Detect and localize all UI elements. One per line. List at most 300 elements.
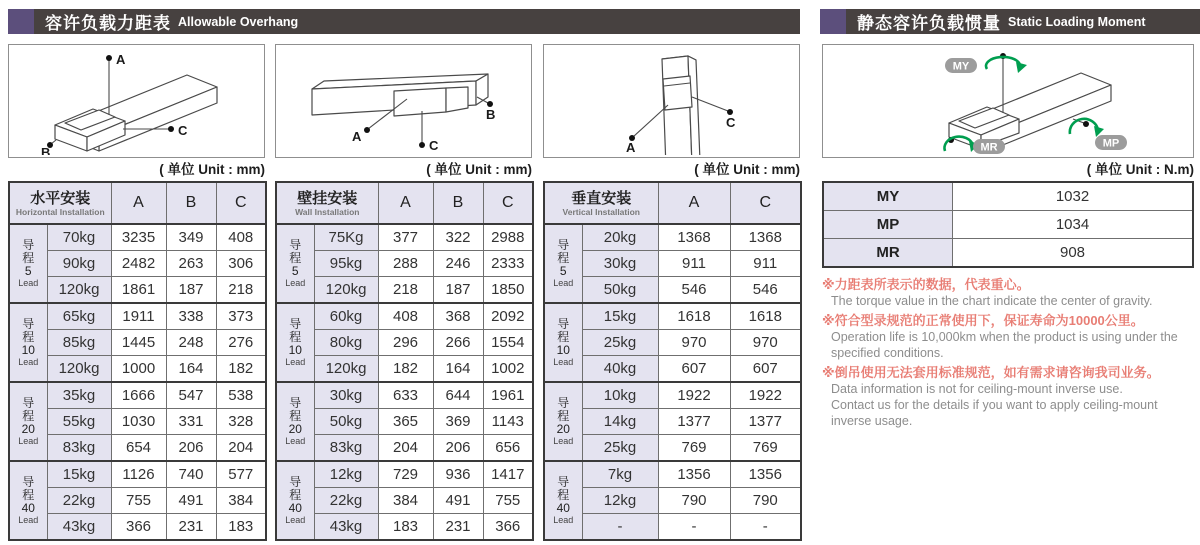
table-title-zh: 垂直安装: [571, 189, 632, 207]
table-row: [9, 409, 266, 435]
value-cell: 491: [166, 488, 216, 514]
value-cell: 1861: [111, 277, 166, 304]
wall-installation-column: [275, 44, 532, 541]
weight-cell: 83kg: [47, 435, 111, 462]
weight-cell: 120kg: [314, 356, 378, 383]
value-cell: 911: [730, 251, 801, 277]
note-en: The torque value in the chart indicate the center of gravity.: [831, 294, 1153, 308]
note-en: Contact us for the details if you want to apply ceiling-mount inverse usage.: [831, 398, 1158, 428]
value-cell: 1618: [730, 303, 801, 330]
lead-group-cell: [544, 461, 582, 540]
wall-installation-table: [275, 181, 532, 541]
lead-char: 导: [289, 475, 302, 489]
column-header: A: [378, 182, 433, 224]
value-cell: 538: [216, 382, 266, 409]
value-cell: -: [730, 514, 801, 541]
value-cell: 322: [433, 224, 483, 251]
lead-number: 5: [24, 264, 32, 278]
point-c-dot: [419, 142, 425, 148]
lead-en-label: Lead: [285, 515, 306, 525]
rail-isometric-drawing: [544, 45, 799, 155]
value-cell: 183: [216, 514, 266, 541]
table-row: [9, 224, 266, 251]
point-a-label: A: [116, 52, 126, 67]
value-cell: 1030: [111, 409, 166, 435]
lead-number: 10: [556, 343, 570, 357]
column-header: C: [730, 182, 801, 224]
lead-group-cell: [9, 382, 47, 461]
value-cell: 218: [216, 277, 266, 304]
value-cell: 218: [378, 277, 433, 304]
my-arrowhead-icon: [1016, 62, 1027, 73]
spec-table: [275, 181, 534, 541]
mp-rotation-arrow: [1070, 119, 1098, 134]
weight-cell: 120kg: [47, 356, 111, 383]
value-cell: 204: [378, 435, 433, 462]
lead-char: 程: [22, 251, 35, 265]
lead-char: 导: [289, 317, 302, 331]
lead-char: 导: [22, 396, 35, 410]
value-cell: -: [658, 514, 730, 541]
value-cell: 936: [433, 461, 483, 488]
weight-cell: 70kg: [47, 224, 111, 251]
lead-group-cell: [544, 382, 582, 461]
lead-char: 程: [289, 409, 302, 423]
value-cell: 384: [378, 488, 433, 514]
weight-cell: 50kg: [314, 409, 378, 435]
table-row: [823, 239, 1193, 268]
value-cell: 1666: [111, 382, 166, 409]
value-cell: 633: [378, 382, 433, 409]
table-header-row: [276, 182, 533, 224]
lead-char: 导: [289, 396, 302, 410]
value-cell: 365: [378, 409, 433, 435]
point-a-label: A: [352, 129, 362, 144]
table-row: [9, 514, 266, 541]
unit-caption-mm: ( 单位 Unit : mm): [694, 162, 800, 177]
lead-number: 40: [21, 501, 35, 515]
weight-cell: 15kg: [582, 303, 658, 330]
value-cell: 377: [378, 224, 433, 251]
column-header: B: [166, 182, 216, 224]
carriage-side-block: [446, 87, 468, 112]
lead-group-cell: [9, 224, 47, 303]
lead-char: 程: [289, 330, 302, 344]
value-cell: 1850: [483, 277, 533, 304]
unit-caption-mm: ( 单位 Unit : mm): [426, 162, 532, 177]
value-cell: 729: [378, 461, 433, 488]
table-row: [9, 356, 266, 383]
lead-char: 程: [557, 409, 570, 423]
column-header: C: [483, 182, 533, 224]
lead-char: 程: [557, 251, 570, 265]
lead-number: 10: [288, 343, 302, 357]
spec-table: [8, 181, 267, 541]
weight-cell: 25kg: [582, 330, 658, 356]
value-cell: 1445: [111, 330, 166, 356]
value-cell: 328: [216, 409, 266, 435]
table-row: [276, 303, 533, 330]
lead-en-label: Lead: [18, 278, 39, 288]
lead-char: 程: [22, 488, 35, 502]
my-badge-label: MY: [952, 60, 970, 73]
table-row: [276, 514, 533, 541]
value-cell: 644: [433, 382, 483, 409]
value-cell: 755: [483, 488, 533, 514]
weight-cell: 12kg: [582, 488, 658, 514]
rail-isometric-drawing: [276, 45, 531, 155]
lead-char: 导: [22, 317, 35, 331]
table-row: [276, 461, 533, 488]
weight-cell: 7kg: [582, 461, 658, 488]
value-cell: 164: [166, 356, 216, 383]
value-cell: 607: [658, 356, 730, 383]
value-cell: 491: [433, 488, 483, 514]
table-row: [544, 356, 801, 383]
column-header: C: [216, 182, 266, 224]
table-row: [9, 251, 266, 277]
value-cell: 276: [216, 330, 266, 356]
moment-axes-diagram: [822, 44, 1194, 158]
table-title-en: Horizontal Installation: [15, 206, 105, 217]
rail-isometric-drawing: [9, 45, 264, 155]
weight-cell: 22kg: [47, 488, 111, 514]
value-cell: 970: [658, 330, 730, 356]
moment-value-mp: 1034: [953, 211, 1194, 239]
value-cell: 408: [216, 224, 266, 251]
weight-cell: -: [582, 514, 658, 541]
table-title-en: Wall Installation: [295, 206, 360, 217]
value-cell: 1618: [658, 303, 730, 330]
weight-cell: 43kg: [47, 514, 111, 541]
accent-square: [8, 9, 34, 34]
table-row: [544, 435, 801, 462]
section-title-en: Static Loading Moment: [1008, 14, 1146, 29]
table-row: [9, 330, 266, 356]
value-cell: 769: [658, 435, 730, 462]
point-b-label: B: [41, 145, 51, 155]
table-row: [276, 224, 533, 251]
point-b-label: B: [486, 107, 496, 122]
lead-char: 程: [289, 251, 302, 265]
value-cell: 1368: [730, 224, 801, 251]
unit-caption-mm: ( 单位 Unit : mm): [159, 162, 265, 177]
lead-char: 程: [22, 330, 35, 344]
lead-group-cell: [9, 461, 47, 540]
mp-axis-dot: [1083, 121, 1089, 127]
lead-char: 程: [557, 488, 570, 502]
table-row: [276, 330, 533, 356]
table-row: [544, 514, 801, 541]
value-cell: 366: [483, 514, 533, 541]
lead-number: 20: [288, 422, 302, 436]
table-row: [544, 488, 801, 514]
horizontal-installation-column: [8, 44, 265, 541]
table-row: [9, 488, 266, 514]
table-row: [823, 211, 1193, 239]
lead-number: 20: [556, 422, 570, 436]
table-title: [9, 182, 111, 224]
lead-char: 导: [289, 238, 302, 252]
horizontal-installation-table: [8, 181, 265, 541]
value-cell: 546: [658, 277, 730, 304]
table-row: [544, 224, 801, 251]
weight-cell: 40kg: [582, 356, 658, 383]
moment-label-my: MY: [823, 182, 953, 211]
table-row: [276, 382, 533, 409]
lead-group-cell: [9, 303, 47, 382]
lead-group-cell: [276, 224, 314, 303]
value-cell: 331: [166, 409, 216, 435]
value-cell: 654: [111, 435, 166, 462]
table-row: [544, 409, 801, 435]
value-cell: 546: [730, 277, 801, 304]
note-zh: ※倒吊使用无法套用标准规范，如有需求请咨询我司业务。: [822, 365, 1160, 380]
spec-table: [543, 181, 802, 541]
point-c-label: C: [429, 138, 439, 153]
weight-cell: 50kg: [582, 277, 658, 304]
weight-cell: 85kg: [47, 330, 111, 356]
weight-cell: 90kg: [47, 251, 111, 277]
lead-en-label: Lead: [553, 436, 574, 446]
table-title: [544, 182, 658, 224]
weight-cell: 83kg: [314, 435, 378, 462]
value-cell: 656: [483, 435, 533, 462]
value-cell: 1002: [483, 356, 533, 383]
lead-number: 40: [288, 501, 302, 515]
weight-cell: 60kg: [314, 303, 378, 330]
value-cell: 338: [166, 303, 216, 330]
section-title-en: Allowable Overhang: [178, 14, 299, 29]
lead-en-label: Lead: [553, 515, 574, 525]
lead-en-label: Lead: [18, 436, 39, 446]
value-cell: 306: [216, 251, 266, 277]
value-cell: 206: [166, 435, 216, 462]
table-row: [9, 303, 266, 330]
lead-en-label: Lead: [553, 278, 574, 288]
column-header: A: [111, 182, 166, 224]
lead-en-label: Lead: [285, 278, 306, 288]
column-header: B: [433, 182, 483, 224]
weight-cell: 95kg: [314, 251, 378, 277]
lead-char: 导: [557, 317, 570, 331]
note-en: Operation life is 10,000km when the product is using under the specified conditions.: [831, 330, 1178, 360]
value-cell: 246: [433, 251, 483, 277]
value-cell: 369: [433, 409, 483, 435]
value-cell: 2988: [483, 224, 533, 251]
weight-cell: 75Kg: [314, 224, 378, 251]
value-cell: 1000: [111, 356, 166, 383]
vertical-installation-column: [543, 44, 800, 541]
rail-moment-drawing: [823, 45, 1193, 155]
lead-group-cell: [276, 382, 314, 461]
weight-cell: 20kg: [582, 224, 658, 251]
lead-group-cell: [544, 224, 582, 303]
lead-en-label: Lead: [285, 436, 306, 446]
point-a-label: A: [626, 140, 636, 155]
table-row: [276, 277, 533, 304]
value-cell: 3235: [111, 224, 166, 251]
table-row: [544, 277, 801, 304]
value-cell: 182: [216, 356, 266, 383]
lead-char: 导: [557, 396, 570, 410]
value-cell: 1911: [111, 303, 166, 330]
weight-cell: 22kg: [314, 488, 378, 514]
value-cell: 1356: [658, 461, 730, 488]
value-cell: 1961: [483, 382, 533, 409]
table-row: [276, 435, 533, 462]
weight-cell: 43kg: [314, 514, 378, 541]
value-cell: 384: [216, 488, 266, 514]
value-cell: 1126: [111, 461, 166, 488]
static-loading-moment-column: [822, 44, 1194, 429]
moment-label-mr: MR: [823, 239, 953, 268]
lead-char: 导: [22, 475, 35, 489]
value-cell: 296: [378, 330, 433, 356]
weight-cell: 12kg: [314, 461, 378, 488]
weight-cell: 55kg: [47, 409, 111, 435]
table-row: [276, 356, 533, 383]
value-cell: 1922: [730, 382, 801, 409]
footnotes: [822, 276, 1194, 429]
weight-cell: 120kg: [314, 277, 378, 304]
table-title-zh: 水平安装: [30, 189, 91, 207]
static-loading-moment-table: [822, 181, 1194, 268]
value-cell: 740: [166, 461, 216, 488]
horizontal-installation-diagram: [8, 44, 265, 158]
point-c-label: C: [726, 115, 736, 130]
table-title-en: Vertical Installation: [562, 206, 640, 217]
lead-char: 导: [557, 238, 570, 252]
note-en: Data information is not for ceiling-mount inverse use.: [831, 382, 1123, 396]
lead-group-cell: [276, 461, 314, 540]
table-header-row: [544, 182, 801, 224]
table-title-zh: 壁挂安装: [297, 189, 358, 207]
section-title-zh: 容许负载力距表: [45, 14, 171, 33]
table-row: [9, 277, 266, 304]
value-cell: 1368: [658, 224, 730, 251]
lead-number: 10: [21, 343, 35, 357]
weight-cell: 15kg: [47, 461, 111, 488]
value-cell: 577: [216, 461, 266, 488]
value-cell: 408: [378, 303, 433, 330]
value-cell: 187: [166, 277, 216, 304]
weight-cell: 80kg: [314, 330, 378, 356]
note-zh: ※符合型录规范的正常使用下，保证寿命为10000公里。: [822, 313, 1144, 328]
table-row: [544, 382, 801, 409]
value-cell: 607: [730, 356, 801, 383]
lead-char: 程: [557, 330, 570, 344]
weight-cell: 10kg: [582, 382, 658, 409]
value-cell: 366: [111, 514, 166, 541]
lead-en-label: Lead: [18, 515, 39, 525]
lead-group-cell: [276, 303, 314, 382]
value-cell: 790: [730, 488, 801, 514]
carriage-front-face: [394, 88, 446, 116]
value-cell: 206: [433, 435, 483, 462]
value-cell: 187: [433, 277, 483, 304]
table-row: [823, 182, 1193, 211]
value-cell: 266: [433, 330, 483, 356]
value-cell: 1143: [483, 409, 533, 435]
weight-cell: 65kg: [47, 303, 111, 330]
vertical-installation-diagram: [543, 44, 800, 158]
table-title: [276, 182, 378, 224]
value-cell: 547: [166, 382, 216, 409]
weight-cell: 120kg: [47, 277, 111, 304]
lead-char: 程: [22, 409, 35, 423]
value-cell: 1377: [658, 409, 730, 435]
section-title-zh: 静态容许负载惯量: [857, 14, 1001, 33]
point-c-dot: [168, 126, 174, 132]
table-row: [276, 488, 533, 514]
value-cell: 2333: [483, 251, 533, 277]
weight-cell: 30kg: [582, 251, 658, 277]
wall-installation-diagram: [275, 44, 532, 158]
weight-cell: 14kg: [582, 409, 658, 435]
value-cell: 231: [433, 514, 483, 541]
table-row: [9, 461, 266, 488]
table-row: [276, 251, 533, 277]
value-cell: 368: [433, 303, 483, 330]
value-cell: 970: [730, 330, 801, 356]
value-cell: 231: [166, 514, 216, 541]
mr-badge-label: MR: [980, 141, 998, 154]
weight-cell: 35kg: [47, 382, 111, 409]
moment-value-my: 1032: [953, 182, 1194, 211]
lead-en-label: Lead: [285, 357, 306, 367]
lead-char: 导: [22, 238, 35, 252]
value-cell: 755: [111, 488, 166, 514]
lead-number: 40: [556, 501, 570, 515]
lead-number: 20: [21, 422, 35, 436]
value-cell: 263: [166, 251, 216, 277]
lead-char: 程: [289, 488, 302, 502]
value-cell: 1377: [730, 409, 801, 435]
section-header-static-loading-moment: [820, 9, 1200, 34]
lead-char: 导: [557, 475, 570, 489]
value-cell: 288: [378, 251, 433, 277]
value-cell: 204: [216, 435, 266, 462]
mp-badge-label: MP: [1102, 137, 1120, 150]
point-a-leader: [633, 105, 668, 137]
value-cell: 183: [378, 514, 433, 541]
value-cell: 1356: [730, 461, 801, 488]
section-header-allowable-overhang: [8, 9, 800, 34]
value-cell: 769: [730, 435, 801, 462]
table-row: [9, 435, 266, 462]
moment-value-mr: 908: [953, 239, 1194, 268]
moment-label-mp: MP: [823, 211, 953, 239]
lead-number: 5: [291, 264, 299, 278]
point-a-dot: [364, 127, 370, 133]
table-row: [544, 330, 801, 356]
vertical-installation-table: [543, 181, 800, 541]
table-row: [544, 461, 801, 488]
weight-cell: 25kg: [582, 435, 658, 462]
table-row: [544, 251, 801, 277]
table-row: [9, 382, 266, 409]
table-header-row: [9, 182, 266, 224]
value-cell: 2092: [483, 303, 533, 330]
note-zh: ※力距表所表示的数据，代表重心。: [822, 277, 1030, 292]
lead-en-label: Lead: [18, 357, 39, 367]
lead-number: 5: [559, 264, 567, 278]
value-cell: 790: [658, 488, 730, 514]
unit-caption-nm: ( 单位 Unit : N.m): [1086, 162, 1194, 177]
value-cell: 911: [658, 251, 730, 277]
lead-en-label: Lead: [553, 357, 574, 367]
